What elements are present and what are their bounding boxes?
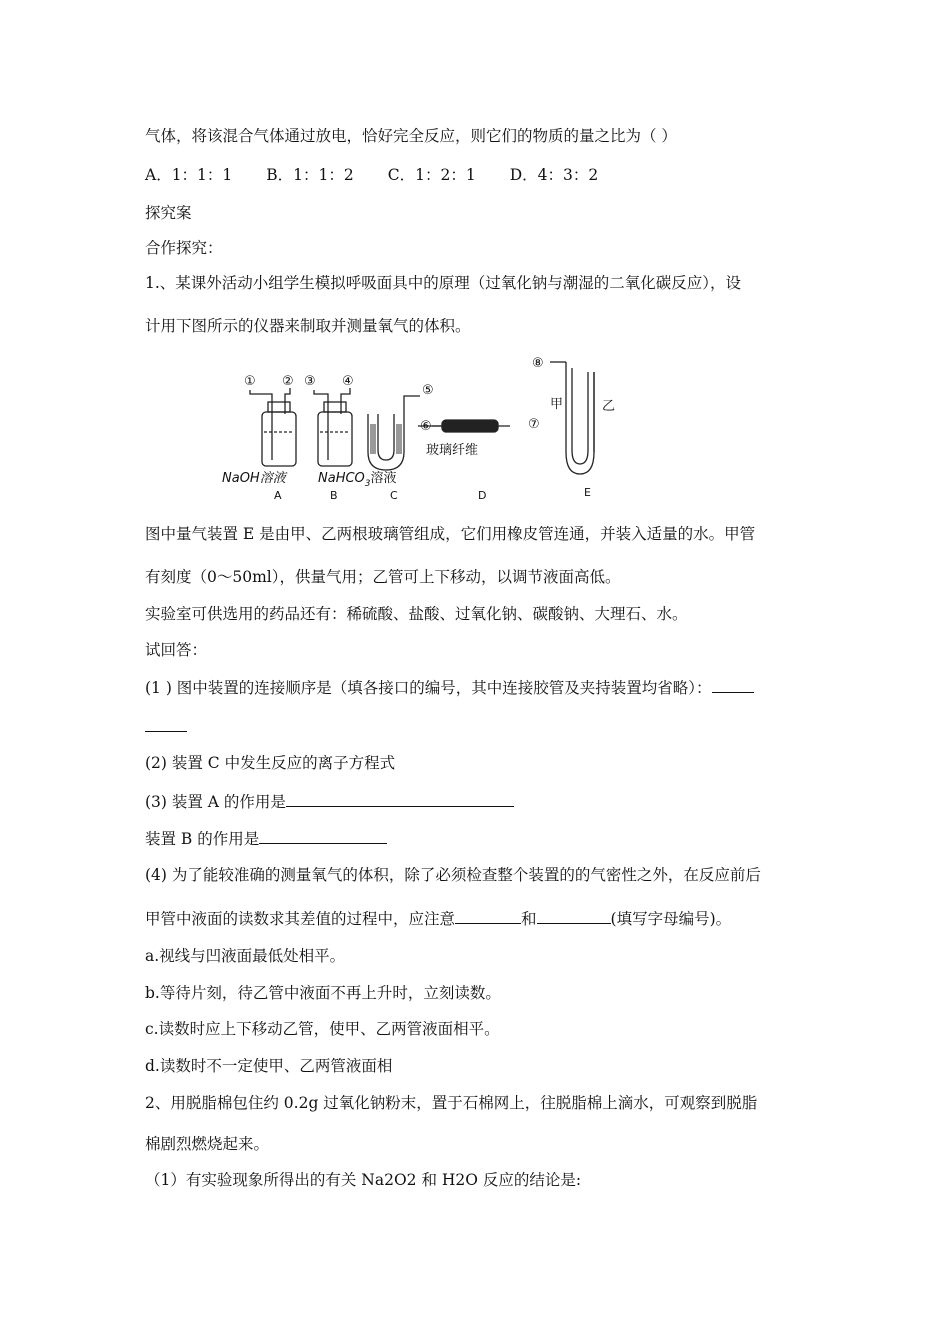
label-glass-fiber: 玻璃纤维 bbox=[426, 443, 479, 458]
question-2-text: 2、用脱脂棉包住约 0.2g 过氧化钠粉末，置于石棉网上，往脱脂棉上滴水，可观察到脱脂 bbox=[145, 1094, 758, 1112]
question-2-sub-1: （1）有实验现象所得出的有关 Na2O2 和 H2O 反应的结论是: bbox=[145, 1171, 582, 1189]
label-b: B bbox=[330, 489, 338, 502]
answer-prompt: 试回答： bbox=[145, 641, 208, 659]
answer-blank-3a[interactable] bbox=[286, 791, 514, 807]
tube-e-jia bbox=[566, 362, 594, 474]
sub-question-2: (2) 装置 C 中发生反应的离子方程式 bbox=[145, 754, 396, 772]
port-5: ⑤ bbox=[422, 383, 434, 398]
label-nahco3: NaHCO$_3$溶液 bbox=[318, 471, 397, 489]
sub-question-3-text: (3) 装置 A 的作用是 bbox=[145, 793, 286, 811]
label-jia: 甲 bbox=[550, 397, 564, 412]
port-3: ③ bbox=[304, 374, 316, 389]
answer-blank-3b[interactable] bbox=[259, 828, 387, 844]
sub-question-1 bbox=[145, 677, 754, 698]
tube-d bbox=[442, 420, 498, 432]
sub-question-4-cont bbox=[145, 908, 731, 929]
bottle-b bbox=[318, 412, 352, 466]
port-2: ② bbox=[282, 374, 294, 389]
apparatus-diagram bbox=[210, 352, 630, 502]
sub-question-4-text-b: 和 bbox=[521, 910, 537, 928]
answer-options bbox=[145, 165, 632, 185]
label-a: A bbox=[274, 489, 282, 502]
sub-question-3 bbox=[145, 791, 514, 812]
sub-question-4-text-c: (填写字母编号)。 bbox=[610, 910, 732, 928]
sub-question-3b-text: 装置 B 的作用是 bbox=[145, 830, 260, 848]
sub-question-4-text-a: 甲管中液面的读数求其差值的过程中，应注意 bbox=[145, 910, 456, 928]
question-1-text-cont: 计用下图所示的仪器来制取并测量氧气的体积。 bbox=[145, 317, 471, 335]
answer-blank-1-cont[interactable] bbox=[145, 716, 187, 737]
port-8: ⑧ bbox=[532, 356, 544, 371]
answer-blank-4a[interactable] bbox=[455, 908, 521, 924]
port-1: ① bbox=[244, 374, 256, 389]
label-naoh: NaOH溶液 bbox=[222, 471, 286, 486]
sub-question-4: (4) 为了能较准确的测量氧气的体积，除了必须检查整个装置的的气密性之外，在反应前后 bbox=[145, 866, 761, 884]
answer-blank-4b[interactable] bbox=[537, 908, 611, 924]
apparatus-description-cont: 有刻度（0～50ml），供量气用；乙管可上下移动，以调节液面高低。 bbox=[145, 568, 621, 586]
choice-b: b.等待片刻，待乙管中液面不再上升时，立刻读数。 bbox=[145, 984, 501, 1002]
choice-d: d.读数时不一定使甲、乙两管液面相 bbox=[145, 1057, 393, 1075]
port-4: ④ bbox=[342, 374, 354, 389]
question-1-text: 1.、某课外活动小组学生模拟呼吸面具中的原理（过氧化钠与潮湿的二氧化碳反应），设 bbox=[145, 274, 742, 292]
option-b: B．1：1：2 bbox=[266, 166, 354, 184]
question-stem-continued: 气体，将该混合气体通过放电，恰好完全反应，则它们的物质的量之比为（ ） bbox=[145, 127, 677, 145]
sub-question-3b bbox=[145, 828, 387, 849]
question-2-text-cont: 棉剧烈燃烧起来。 bbox=[145, 1135, 270, 1153]
answer-blank-1[interactable] bbox=[712, 677, 754, 693]
subsection-heading: 合作探究： bbox=[145, 239, 223, 257]
label-yi: 乙 bbox=[602, 399, 616, 414]
option-c: C．1：2：1 bbox=[387, 166, 476, 184]
choice-a: a.视线与凹液面最低处相平。 bbox=[145, 947, 346, 965]
label-e: E bbox=[584, 486, 591, 499]
apparatus-description: 图中量气装置 E 是由甲、乙两根玻璃管组成，它们用橡皮管连通，并装入适量的水。甲管 bbox=[145, 525, 756, 543]
section-heading: 探究案 bbox=[145, 204, 192, 222]
port-6: ⑥ bbox=[420, 419, 432, 434]
sub-question-1-text: (1 ) 图中装置的连接顺序是（填各接口的编号，其中连接胶管及夹持装置均省略）： bbox=[145, 679, 712, 697]
reagents-list: 实验室可供选用的药品还有：稀硫酸、盐酸、过氧化钠、碳酸钠、大理石、水。 bbox=[145, 605, 688, 623]
bottle-a bbox=[262, 412, 296, 466]
label-c: C bbox=[390, 489, 398, 502]
label-d: D bbox=[478, 489, 487, 502]
option-d: D．4：3：2 bbox=[509, 166, 599, 184]
option-a: A．1：1：1 bbox=[145, 166, 233, 184]
port-7: ⑦ bbox=[528, 417, 540, 432]
choice-c: c.读数时应上下移动乙管，使甲、乙两管液面相平。 bbox=[145, 1020, 500, 1038]
